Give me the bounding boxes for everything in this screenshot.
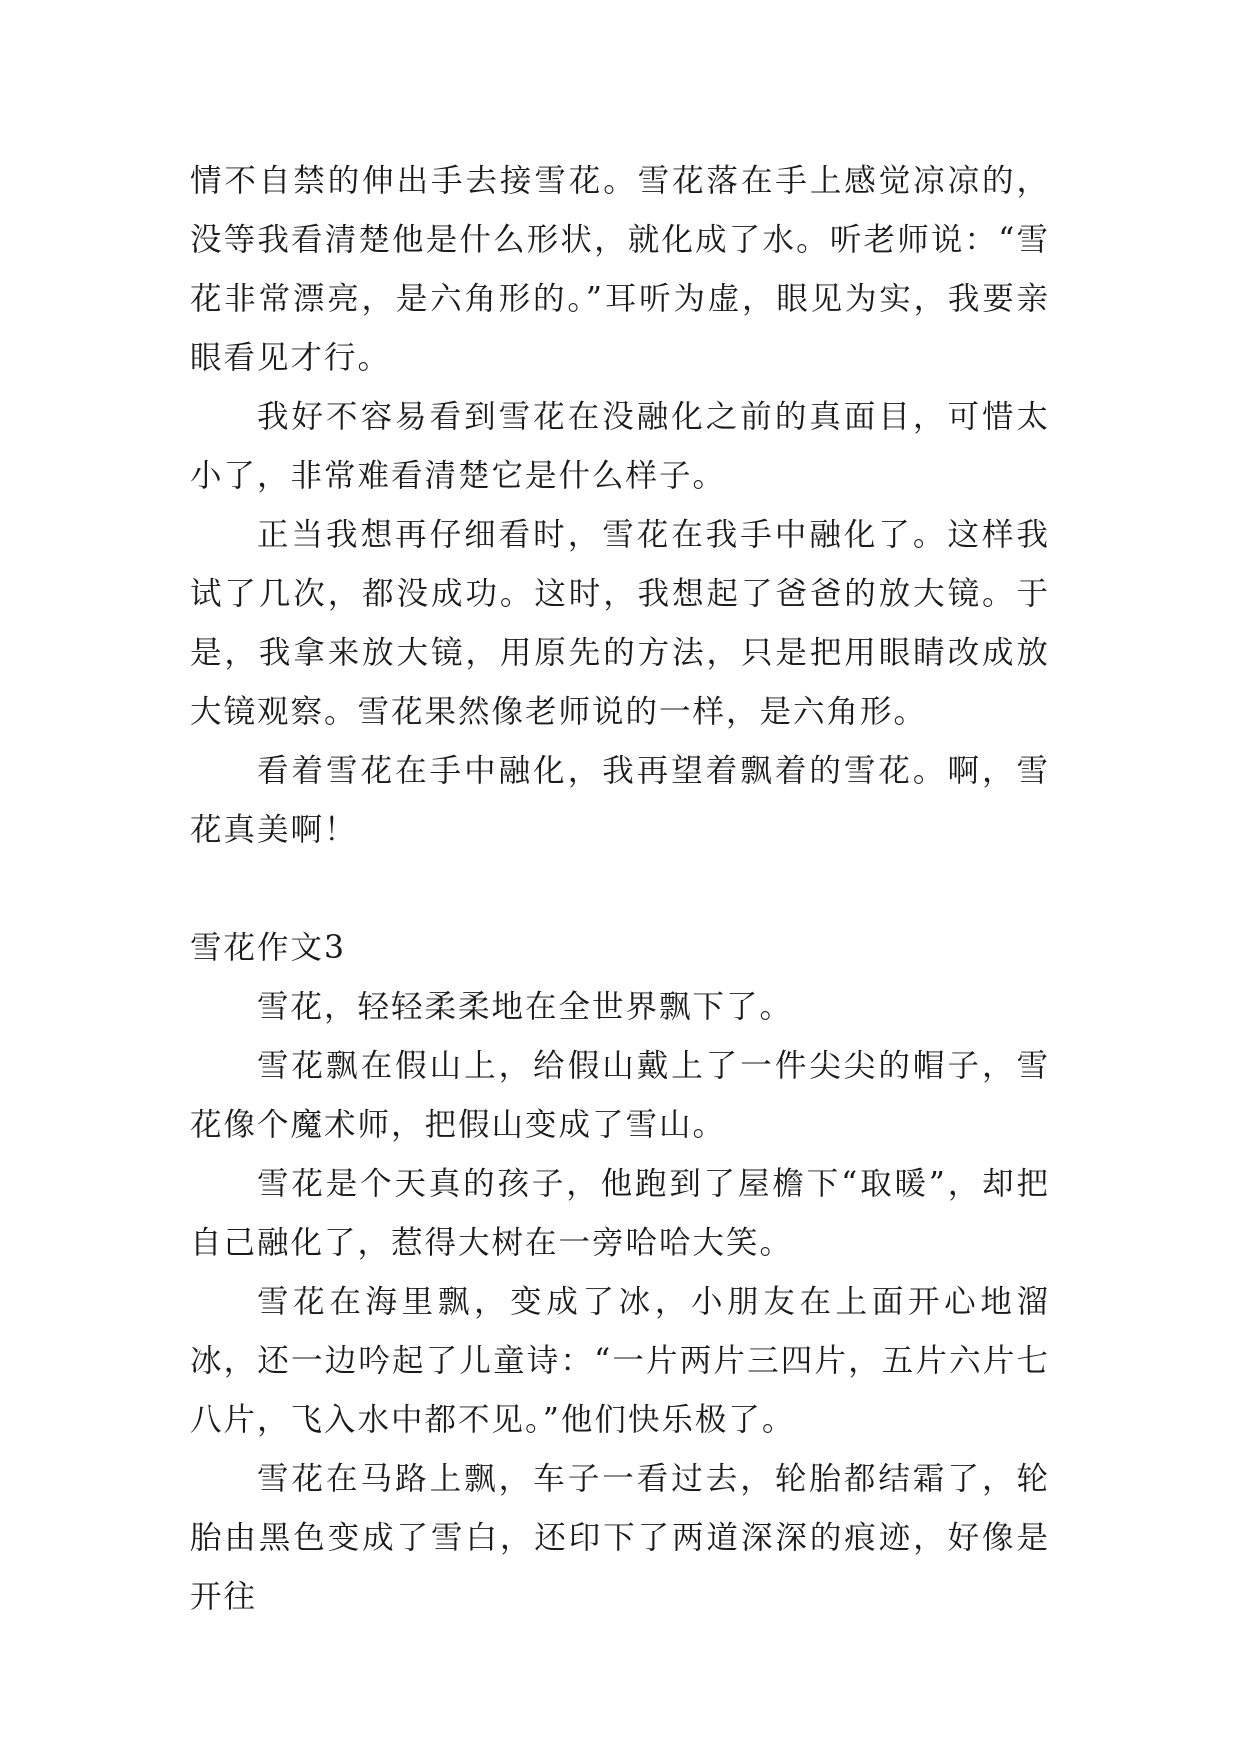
- section-heading: 雪花作文3: [190, 930, 347, 966]
- paragraph-9: 雪花在马路上飘，车子一看过去，轮胎都结霜了，轮胎由黑色变成了雪白，还印下了两道深深的痕迹，好像是开往: [190, 1461, 1050, 1615]
- paragraph-7: 雪花是个天真的孩子，他跑到了屋檐下“取暖”，却把自己融化了，惹得大树在一旁哈哈大笑。: [190, 1166, 1050, 1261]
- document-body: [190, 152, 1050, 1627]
- paragraph-6: 雪花飘在假山上，给假山戴上了一件尖尖的帽子，雪花像个魔术师，把假山变成了雪山。: [190, 1048, 1050, 1143]
- blank-line: [190, 860, 1050, 919]
- paragraph-8: 雪花在海里飘，变成了冰，小朋友在上面开心地溜冰，还一边吟起了儿童诗：“一片两片三四片，五片六片七八片，飞入水中都不见。”他们快乐极了。: [190, 1284, 1050, 1438]
- paragraph-1: 情不自禁的伸出手去接雪花。雪花落在手上感觉凉凉的，没等我看清楚他是什么形状，就化成了水。听老师说：“雪花非常漂亮，是六角形的。”耳听为虚，眼见为实，我要亲眼看见才行。: [190, 163, 1050, 376]
- paragraph-2: 我好不容易看到雪花在没融化之前的真面目，可惜太小了，非常难看清楚它是什么样子。: [190, 399, 1050, 494]
- paragraph-4: 看着雪花在手中融化，我再望着飘着的雪花。啊，雪花真美啊！: [190, 753, 1050, 848]
- paragraph-5: 雪花，轻轻柔柔地在全世界飘下了。: [257, 989, 794, 1025]
- paragraph-3: 正当我想再仔细看时，雪花在我手中融化了。这样我试了几次，都没成功。这时，我想起了爸爸的放大镜。于是，我拿来放大镜，用原先的方法，只是把用眼睛改成放大镜观察。雪花果然像老师说的一样，是六角形。: [190, 517, 1050, 730]
